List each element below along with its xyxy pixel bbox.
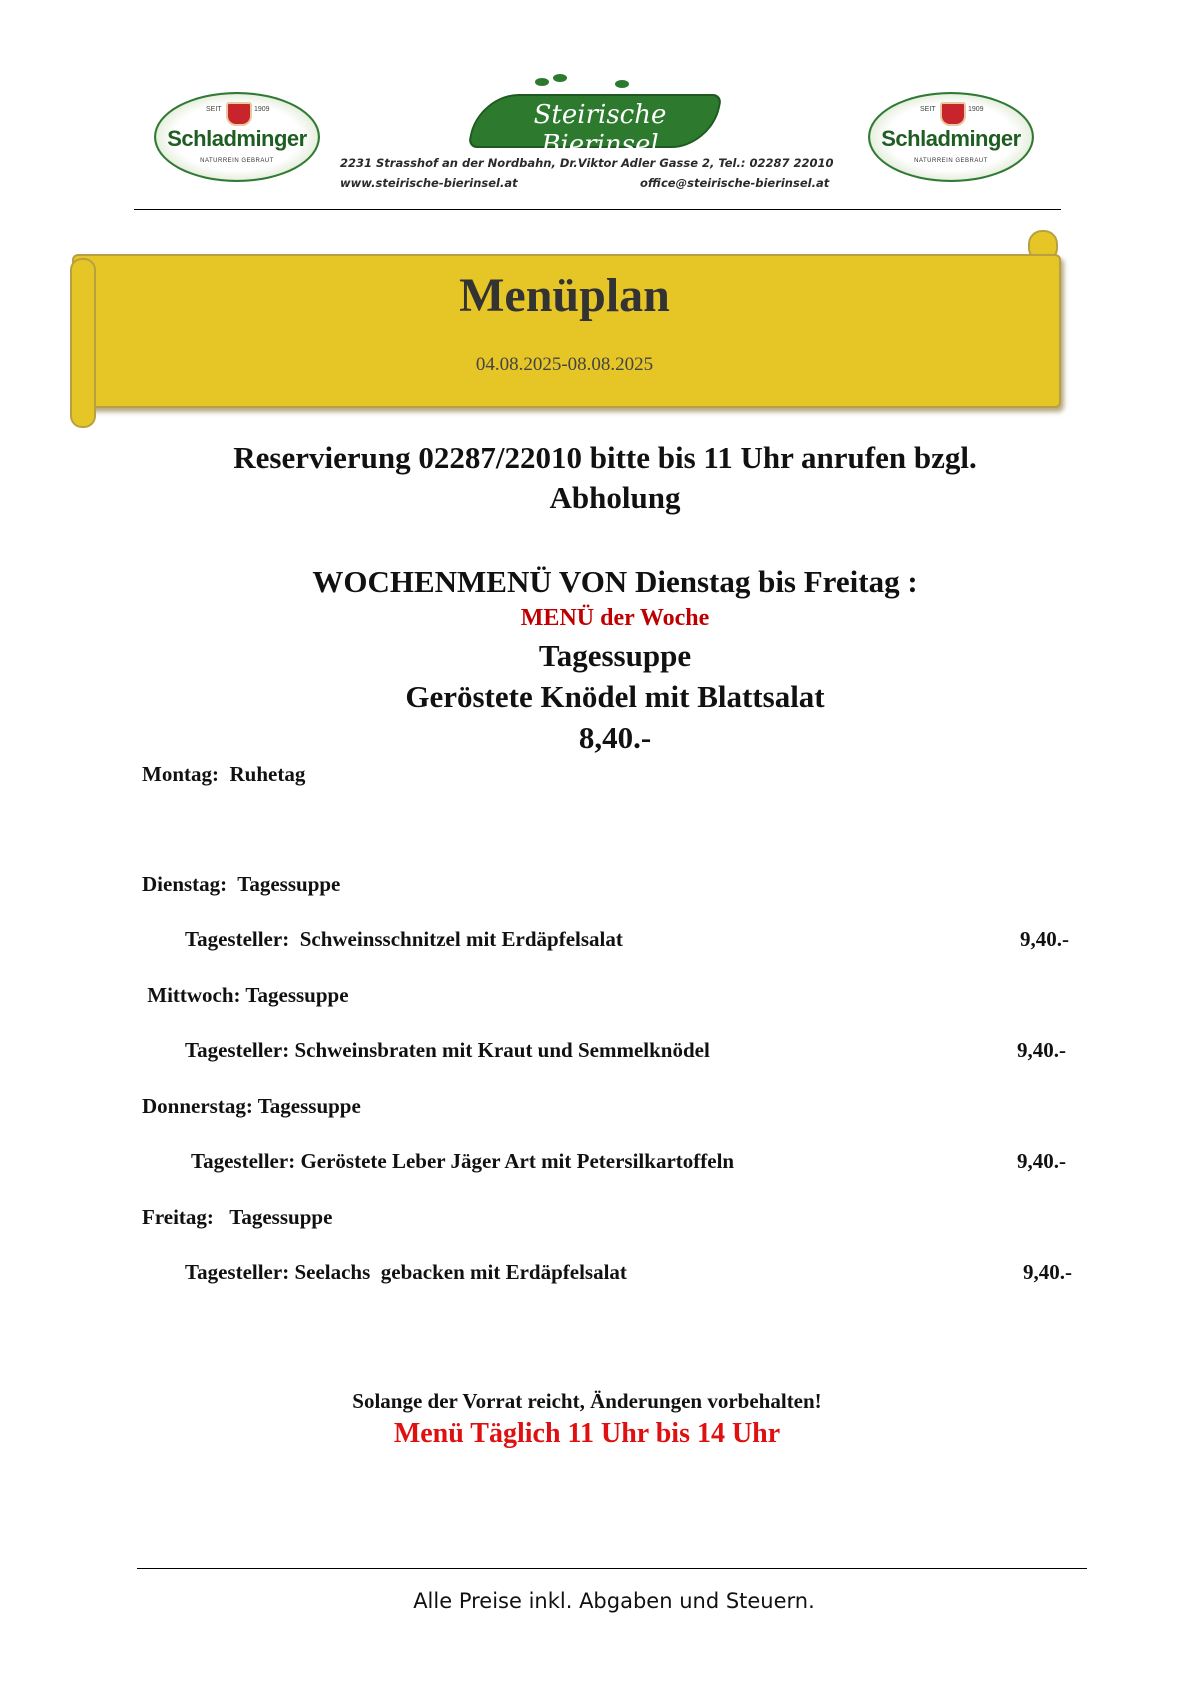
weekly-heading: WOCHENMENÜ VON Dienstag bis Freitag : [312,564,918,599]
schladminger-logo-left [154,92,320,182]
price-friday: 9,40.- [1023,1260,1072,1284]
leaf-icon [553,74,567,82]
footer-note: Alle Preise inkl. Abgaben und Steuern. [413,1589,815,1613]
day-friday: Freitag: Tagessuppe [142,1205,333,1229]
leaf-icon [615,80,629,88]
crest-icon [940,102,966,126]
price-wednesday: 9,40.- [1017,1038,1066,1062]
steirische-bierinsel-logo [465,72,725,162]
price-thursday: 9,40.- [1017,1149,1066,1173]
leaf-icon [535,78,549,86]
day-thursday: Donnerstag: Tagessuppe [142,1094,361,1118]
dish-wednesday: Tagesteller: Schweinsbraten mit Kraut und Semmelknödel [185,1038,710,1062]
dish-thursday: Tagesteller: Geröstete Leber Jäger Art mit Petersilkartoffeln [191,1149,735,1173]
email-link[interactable]: office@steirische-bierinsel.at [640,176,830,190]
header-divider [134,209,1061,210]
since-right: SEIT [920,106,936,113]
year-right: 1909 [968,106,984,113]
brand-word-left: Schladminger [167,126,307,151]
brand-tagline-left: NATURREIN GEBRAUT [200,158,274,164]
year-left: 1909 [254,106,270,113]
weekly-soup: Tagessuppe [538,638,692,673]
day-monday: Montag: Ruhetag [142,762,306,786]
reservation-line-2: Abholung [549,480,681,515]
page-title: Menüplan [459,269,670,322]
weekly-dish: Geröstete Knödel mit Blattsalat [405,679,825,714]
day-tuesday: Dienstag: Tagessuppe [142,872,341,896]
crest-icon [226,102,252,126]
date-range: 04.08.2025-08.08.2025 [475,354,654,375]
opening-hours: Menü Täglich 11 Uhr bis 14 Uhr [393,1418,781,1449]
weekly-price: 8,40.- [578,720,652,755]
disclaimer: Solange der Vorrat reicht, Änderungen vorbehalten! [352,1389,822,1413]
website-link[interactable]: www.steirische-bierinsel.at [340,176,518,190]
dish-friday: Tagesteller: Seelachs gebacken mit Erdäpfelsalat [185,1260,627,1284]
brand-word-right: Schladminger [881,126,1021,151]
weekly-subheading: MENÜ der Woche [520,605,710,631]
reservation-line-1: Reservierung 02287/22010 bitte bis 11 Uhr anrufen bzgl. [233,440,977,475]
brand-tagline-right: NATURREIN GEBRAUT [914,158,988,164]
day-wednesday: Mittwoch: Tagessuppe [142,983,349,1007]
schladminger-logo-right [868,92,1034,182]
since-left: SEIT [206,106,222,113]
address-line: 2231 Strasshof an der Nordbahn, Dr.Viktor Adler Gasse 2, Tel.: 02287 22010 [340,156,834,170]
logo-text: Steirische Bierinsel [533,100,667,160]
price-tuesday: 9,40.- [1020,927,1069,951]
footer-divider [137,1568,1087,1569]
dish-tuesday: Tagesteller: Schweinsschnitzel mit Erdäpfelsalat [185,927,623,951]
